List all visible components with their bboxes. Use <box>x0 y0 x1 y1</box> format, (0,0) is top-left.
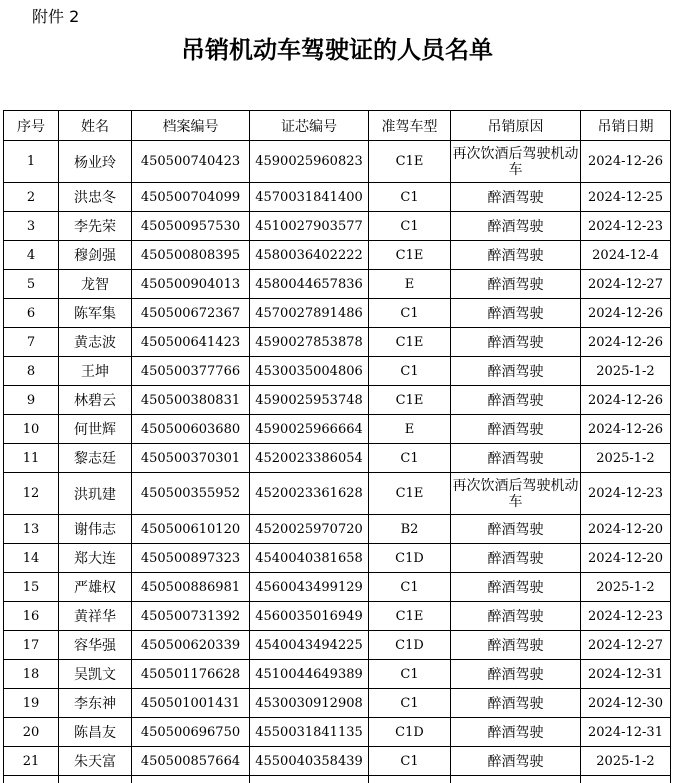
cell-file-no: 450500886981 <box>132 573 250 602</box>
header-core-no: 证芯编号 <box>250 111 369 141</box>
table-row <box>4 357 671 386</box>
cell-file-no: 450500808395 <box>132 241 250 270</box>
cell-file-no: 450500957530 <box>132 212 250 241</box>
cell-file-no: 450500355952 <box>132 473 250 515</box>
table-row-partial <box>4 776 671 783</box>
cell-file-no: 450500620339 <box>132 631 250 660</box>
table-row <box>4 602 671 631</box>
cell-reason: 再次饮酒后驾驶机动车 <box>451 473 581 515</box>
cell-license-class: C1 <box>369 573 451 602</box>
cell-date: 2024-12-20 <box>581 515 671 544</box>
table-row <box>4 718 671 747</box>
cell-date: 2024-12-31 <box>581 718 671 747</box>
cell-reason: 醉酒驾驶 <box>451 689 581 718</box>
cell-name: 穆剑强 <box>59 241 132 270</box>
table-row <box>4 141 671 183</box>
table-header-row <box>4 111 671 141</box>
cell-seq: 21 <box>4 747 59 776</box>
table-row <box>4 212 671 241</box>
cell-license-class: C1 <box>369 444 451 473</box>
cell-name: 黄祥华 <box>59 602 132 631</box>
cell-seq: 12 <box>4 473 59 515</box>
cell-date: 2024-12-26 <box>581 328 671 357</box>
cell-empty <box>59 776 132 783</box>
cell-core-no: 4580044657836 <box>250 270 369 299</box>
cell-license-class: C1D <box>369 631 451 660</box>
cell-date: 2025-1-2 <box>581 444 671 473</box>
cell-name: 王坤 <box>59 357 132 386</box>
cell-file-no: 450500731392 <box>132 602 250 631</box>
cell-file-no: 450500740423 <box>132 141 250 183</box>
cell-date: 2024-12-26 <box>581 141 671 183</box>
cell-file-no: 450500857664 <box>132 747 250 776</box>
cell-reason: 醉酒驾驶 <box>451 270 581 299</box>
header-date: 吊销日期 <box>581 111 671 141</box>
cell-license-class: E <box>369 270 451 299</box>
cell-core-no: 4560035016949 <box>250 602 369 631</box>
cell-seq: 13 <box>4 515 59 544</box>
cell-name: 郑大连 <box>59 544 132 573</box>
cell-core-no: 4570031841400 <box>250 183 369 212</box>
cell-core-no: 4570027891486 <box>250 299 369 328</box>
cell-date: 2024-12-4 <box>581 241 671 270</box>
cell-license-class: C1 <box>369 183 451 212</box>
cell-license-class: E <box>369 415 451 444</box>
cell-reason: 醉酒驾驶 <box>451 544 581 573</box>
cell-name: 林碧云 <box>59 386 132 415</box>
cell-date: 2024-12-23 <box>581 602 671 631</box>
cell-name: 龙智 <box>59 270 132 299</box>
cell-core-no: 4540043494225 <box>250 631 369 660</box>
cell-date: 2024-12-31 <box>581 660 671 689</box>
cell-reason: 醉酒驾驶 <box>451 573 581 602</box>
cell-core-no: 4580036402222 <box>250 241 369 270</box>
table-row <box>4 241 671 270</box>
cell-license-class: C1D <box>369 718 451 747</box>
cell-license-class: C1E <box>369 241 451 270</box>
cell-license-class: C1E <box>369 602 451 631</box>
cell-empty <box>132 776 250 783</box>
cell-name: 李先荣 <box>59 212 132 241</box>
cell-empty <box>451 776 581 783</box>
table-row <box>4 689 671 718</box>
table-row <box>4 270 671 299</box>
cell-seq: 14 <box>4 544 59 573</box>
cell-date: 2024-12-20 <box>581 544 671 573</box>
table-row <box>4 415 671 444</box>
table-row <box>4 660 671 689</box>
cell-reason: 醉酒驾驶 <box>451 183 581 212</box>
cell-core-no: 4540040381658 <box>250 544 369 573</box>
cell-core-no: 4510044649389 <box>250 660 369 689</box>
cell-name: 杨业玲 <box>59 141 132 183</box>
cell-name: 陈军集 <box>59 299 132 328</box>
cell-file-no: 450500610120 <box>132 515 250 544</box>
table-row <box>4 444 671 473</box>
cell-reason: 醉酒驾驶 <box>451 386 581 415</box>
cell-license-class: C1E <box>369 473 451 515</box>
cell-file-no: 450500377766 <box>132 357 250 386</box>
cell-seq: 16 <box>4 602 59 631</box>
cell-name: 谢伟志 <box>59 515 132 544</box>
cell-empty <box>4 776 59 783</box>
header-file-no: 档案编号 <box>132 111 250 141</box>
cell-license-class: C1 <box>369 357 451 386</box>
cell-license-class: C1 <box>369 689 451 718</box>
header-license-class: 准驾车型 <box>369 111 451 141</box>
cell-reason: 醉酒驾驶 <box>451 718 581 747</box>
cell-name: 朱天富 <box>59 747 132 776</box>
cell-license-class: C1 <box>369 660 451 689</box>
header-reason: 吊销原因 <box>451 111 581 141</box>
cell-core-no: 4590025966664 <box>250 415 369 444</box>
cell-name: 黎志廷 <box>59 444 132 473</box>
cell-date: 2024-12-26 <box>581 415 671 444</box>
cell-name: 吴凯文 <box>59 660 132 689</box>
header-name: 姓名 <box>59 111 132 141</box>
cell-core-no: 4520023361628 <box>250 473 369 515</box>
cell-date: 2024-12-23 <box>581 473 671 515</box>
cell-name: 洪玑建 <box>59 473 132 515</box>
cell-seq: 7 <box>4 328 59 357</box>
cell-seq: 19 <box>4 689 59 718</box>
cell-name: 何世辉 <box>59 415 132 444</box>
cell-core-no: 4550040358439 <box>250 747 369 776</box>
table-row <box>4 299 671 328</box>
cell-seq: 15 <box>4 573 59 602</box>
cell-file-no: 450500696750 <box>132 718 250 747</box>
table-row <box>4 515 671 544</box>
cell-seq: 9 <box>4 386 59 415</box>
cell-core-no: 4520025970720 <box>250 515 369 544</box>
cell-empty <box>250 776 369 783</box>
cell-name: 严雄权 <box>59 573 132 602</box>
cell-name: 容华强 <box>59 631 132 660</box>
table-row <box>4 328 671 357</box>
cell-seq: 11 <box>4 444 59 473</box>
cell-core-no: 4590027853878 <box>250 328 369 357</box>
cell-date: 2024-12-25 <box>581 183 671 212</box>
table-row <box>4 473 671 515</box>
table-row <box>4 386 671 415</box>
cell-core-no: 4530030912908 <box>250 689 369 718</box>
cell-name: 陈昌友 <box>59 718 132 747</box>
table-row <box>4 573 671 602</box>
table-row <box>4 631 671 660</box>
cell-date: 2024-12-30 <box>581 689 671 718</box>
cell-core-no: 4530035004806 <box>250 357 369 386</box>
table-row <box>4 747 671 776</box>
cell-reason: 醉酒驾驶 <box>451 747 581 776</box>
cell-reason: 醉酒驾驶 <box>451 631 581 660</box>
cell-seq: 20 <box>4 718 59 747</box>
cell-license-class: B2 <box>369 515 451 544</box>
cell-file-no: 450500603680 <box>132 415 250 444</box>
cell-name: 李东神 <box>59 689 132 718</box>
cell-reason: 醉酒驾驶 <box>451 241 581 270</box>
cell-core-no: 4560043499129 <box>250 573 369 602</box>
cell-license-class: C1E <box>369 328 451 357</box>
cell-empty <box>581 776 671 783</box>
cell-file-no: 450500897323 <box>132 544 250 573</box>
cell-date: 2024-12-26 <box>581 299 671 328</box>
cell-reason: 醉酒驾驶 <box>451 328 581 357</box>
cell-seq: 4 <box>4 241 59 270</box>
cell-file-no: 450500672367 <box>132 299 250 328</box>
cell-file-no: 450500370301 <box>132 444 250 473</box>
cell-name: 洪忠冬 <box>59 183 132 212</box>
cell-reason: 醉酒驾驶 <box>451 602 581 631</box>
cell-date: 2024-12-27 <box>581 270 671 299</box>
cell-reason: 醉酒驾驶 <box>451 357 581 386</box>
cell-license-class: C1D <box>369 544 451 573</box>
cell-date: 2024-12-27 <box>581 631 671 660</box>
cell-empty <box>369 776 451 783</box>
cell-seq: 1 <box>4 141 59 183</box>
cell-date: 2024-12-26 <box>581 386 671 415</box>
cell-date: 2024-12-23 <box>581 212 671 241</box>
cell-license-class: C1 <box>369 212 451 241</box>
annex-label: 附件 2 <box>32 4 79 27</box>
cell-file-no: 450500380831 <box>132 386 250 415</box>
revocation-table <box>3 110 671 783</box>
cell-date: 2025-1-2 <box>581 747 671 776</box>
cell-core-no: 4590025960823 <box>250 141 369 183</box>
cell-file-no: 450501001431 <box>132 689 250 718</box>
cell-reason: 醉酒驾驶 <box>451 212 581 241</box>
cell-seq: 2 <box>4 183 59 212</box>
table-row <box>4 183 671 212</box>
header-seq: 序号 <box>4 111 59 141</box>
cell-reason: 醉酒驾驶 <box>451 444 581 473</box>
cell-core-no: 4510027903577 <box>250 212 369 241</box>
table-row <box>4 544 671 573</box>
cell-license-class: C1 <box>369 299 451 328</box>
cell-date: 2025-1-2 <box>581 573 671 602</box>
cell-core-no: 4590025953748 <box>250 386 369 415</box>
cell-name: 黄志波 <box>59 328 132 357</box>
cell-file-no: 450500904013 <box>132 270 250 299</box>
cell-license-class: C1 <box>369 747 451 776</box>
cell-seq: 3 <box>4 212 59 241</box>
cell-reason: 再次饮酒后驾驶机动车 <box>451 141 581 183</box>
cell-file-no: 450500704099 <box>132 183 250 212</box>
cell-file-no: 450500641423 <box>132 328 250 357</box>
page-title: 吊销机动车驾驶证的人员名单 <box>0 30 674 65</box>
cell-seq: 18 <box>4 660 59 689</box>
cell-reason: 醉酒驾驶 <box>451 299 581 328</box>
cell-seq: 17 <box>4 631 59 660</box>
cell-seq: 6 <box>4 299 59 328</box>
cell-seq: 10 <box>4 415 59 444</box>
cell-seq: 5 <box>4 270 59 299</box>
cell-license-class: C1E <box>369 386 451 415</box>
cell-license-class: C1E <box>369 141 451 183</box>
cell-seq: 8 <box>4 357 59 386</box>
cell-reason: 醉酒驾驶 <box>451 660 581 689</box>
cell-reason: 醉酒驾驶 <box>451 415 581 444</box>
cell-core-no: 4550031841135 <box>250 718 369 747</box>
cell-core-no: 4520023386054 <box>250 444 369 473</box>
cell-reason: 醉酒驾驶 <box>451 515 581 544</box>
cell-date: 2025-1-2 <box>581 357 671 386</box>
cell-file-no: 450501176628 <box>132 660 250 689</box>
